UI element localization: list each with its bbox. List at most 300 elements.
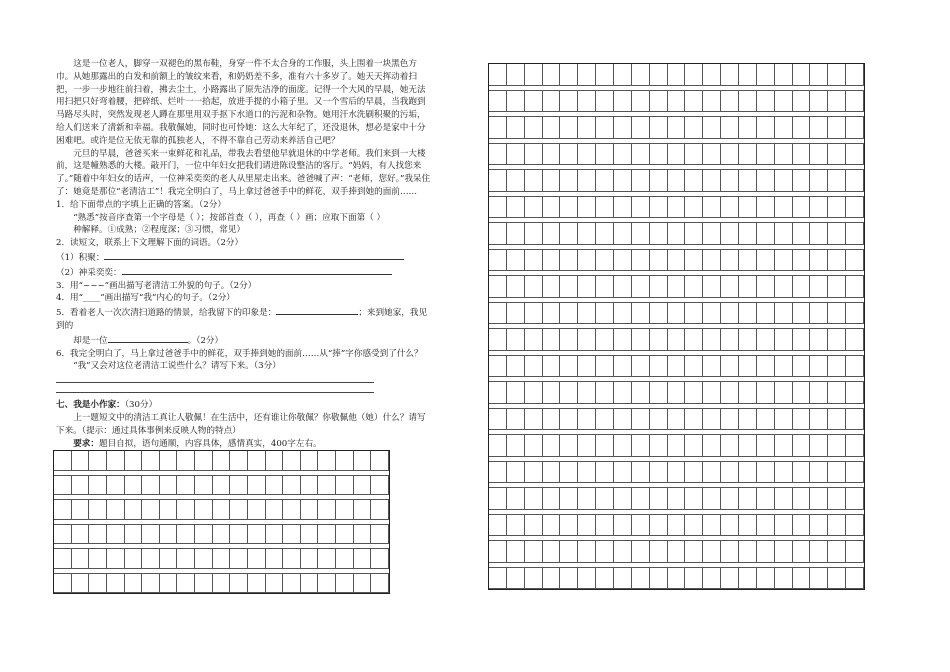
answer-line[interactable] [108, 333, 188, 343]
grid-cell[interactable] [142, 500, 160, 520]
grid-cell[interactable] [72, 500, 90, 520]
grid-cell[interactable] [230, 476, 248, 496]
grid-cell[interactable] [757, 488, 775, 510]
grid-cell[interactable] [793, 488, 811, 510]
grid-cell[interactable] [685, 515, 703, 537]
grid-cell[interactable] [560, 117, 578, 139]
grid-cell[interactable] [650, 223, 668, 245]
grid-cell[interactable] [721, 197, 739, 219]
grid-cell[interactable] [560, 329, 578, 351]
grid-cell[interactable] [757, 382, 775, 404]
grid-cell[interactable] [543, 144, 561, 166]
grid-cell[interactable] [195, 451, 213, 471]
grid-cell[interactable] [810, 250, 828, 272]
grid-cell[interactable] [828, 91, 846, 113]
grid-cell[interactable] [525, 276, 543, 298]
grid-cell[interactable] [525, 568, 543, 590]
grid-cell[interactable] [230, 525, 248, 545]
grid-cell[interactable] [543, 223, 561, 245]
grid-cell[interactable] [846, 435, 864, 457]
grid-cell[interactable] [721, 64, 739, 86]
grid-cell[interactable] [125, 549, 143, 569]
grid-cell[interactable] [596, 488, 614, 510]
grid-cell[interactable] [614, 435, 632, 457]
grid-cell[interactable] [230, 451, 248, 471]
grid-cell[interactable] [525, 91, 543, 113]
grid-cell[interactable] [632, 488, 650, 510]
grid-cell[interactable] [668, 409, 686, 431]
grid-cell[interactable] [560, 409, 578, 431]
grid-cell[interactable] [596, 409, 614, 431]
grid-cell[interactable] [793, 64, 811, 86]
grid-cell[interactable] [195, 525, 213, 545]
grid-cell[interactable] [266, 549, 284, 569]
grid-cell[interactable] [685, 303, 703, 325]
grid-cell[interactable] [89, 574, 107, 594]
grid-cell[interactable] [757, 329, 775, 351]
grid-cell[interactable] [248, 574, 266, 594]
grid-cell[interactable] [596, 91, 614, 113]
grid-cell[interactable] [248, 476, 266, 496]
grid-cell[interactable] [739, 197, 757, 219]
grid-cell[interactable] [739, 435, 757, 457]
grid-cell[interactable] [596, 303, 614, 325]
grid-cell[interactable] [489, 91, 507, 113]
grid-cell[interactable] [721, 170, 739, 192]
grid-cell[interactable] [793, 382, 811, 404]
grid-cell[interactable] [828, 117, 846, 139]
grid-cell[interactable] [632, 462, 650, 484]
grid-cell[interactable] [775, 356, 793, 378]
grid-cell[interactable] [614, 223, 632, 245]
grid-cell[interactable] [89, 549, 107, 569]
grid-cell[interactable] [614, 541, 632, 563]
grid-cell[interactable] [525, 197, 543, 219]
grid-cell[interactable] [614, 276, 632, 298]
grid-cell[interactable] [371, 500, 389, 520]
grid-cell[interactable] [846, 568, 864, 590]
grid-cell[interactable] [371, 549, 389, 569]
grid-cell[interactable] [668, 488, 686, 510]
grid-cell[interactable] [72, 451, 90, 471]
grid-cell[interactable] [560, 144, 578, 166]
grid-cell[interactable] [177, 574, 195, 594]
grid-cell[interactable] [739, 568, 757, 590]
grid-cell[interactable] [560, 91, 578, 113]
grid-cell[interactable] [810, 568, 828, 590]
grid-cell[interactable] [578, 488, 596, 510]
grid-cell[interactable] [489, 462, 507, 484]
grid-cell[interactable] [846, 462, 864, 484]
grid-cell[interactable] [775, 117, 793, 139]
grid-cell[interactable] [703, 356, 721, 378]
grid-cell[interactable] [596, 356, 614, 378]
grid-cell[interactable] [650, 488, 668, 510]
grid-cell[interactable] [507, 91, 525, 113]
grid-cell[interactable] [614, 382, 632, 404]
grid-cell[interactable] [507, 144, 525, 166]
grid-cell[interactable] [739, 382, 757, 404]
grid-cell[interactable] [543, 568, 561, 590]
grid-cell[interactable] [739, 250, 757, 272]
grid-cell[interactable] [703, 303, 721, 325]
grid-cell[interactable] [793, 117, 811, 139]
grid-cell[interactable] [371, 476, 389, 496]
grid-cell[interactable] [525, 144, 543, 166]
composition-grid-right[interactable] [488, 63, 865, 590]
grid-cell[interactable] [54, 500, 72, 520]
grid-cell[interactable] [560, 515, 578, 537]
grid-cell[interactable] [614, 91, 632, 113]
grid-cell[interactable] [596, 462, 614, 484]
grid-cell[interactable] [596, 329, 614, 351]
grid-cell[interactable] [775, 223, 793, 245]
grid-cell[interactable] [195, 476, 213, 496]
grid-cell[interactable] [354, 525, 372, 545]
grid-cell[interactable] [125, 525, 143, 545]
grid-cell[interactable] [632, 117, 650, 139]
grid-cell[interactable] [560, 276, 578, 298]
grid-cell[interactable] [578, 64, 596, 86]
grid-cell[interactable] [810, 91, 828, 113]
answer-line[interactable] [104, 250, 404, 260]
grid-cell[interactable] [846, 276, 864, 298]
grid-cell[interactable] [125, 574, 143, 594]
grid-cell[interactable] [560, 435, 578, 457]
grid-cell[interactable] [336, 574, 354, 594]
grid-cell[interactable] [757, 515, 775, 537]
grid-cell[interactable] [578, 197, 596, 219]
grid-cell[interactable] [301, 549, 319, 569]
grid-cell[interactable] [248, 451, 266, 471]
grid-cell[interactable] [846, 64, 864, 86]
grid-cell[interactable] [578, 356, 596, 378]
grid-cell[interactable] [89, 451, 107, 471]
grid-cell[interactable] [685, 329, 703, 351]
grid-cell[interactable] [614, 515, 632, 537]
grid-cell[interactable] [354, 476, 372, 496]
grid-cell[interactable] [810, 64, 828, 86]
grid-cell[interactable] [685, 409, 703, 431]
grid-cell[interactable] [160, 549, 178, 569]
grid-cell[interactable] [739, 329, 757, 351]
grid-cell[interactable] [668, 356, 686, 378]
grid-cell[interactable] [650, 329, 668, 351]
grid-cell[interactable] [543, 197, 561, 219]
grid-cell[interactable] [721, 223, 739, 245]
grid-cell[interactable] [507, 515, 525, 537]
grid-cell[interactable] [703, 144, 721, 166]
grid-cell[interactable] [489, 303, 507, 325]
grid-cell[interactable] [354, 500, 372, 520]
grid-cell[interactable] [543, 515, 561, 537]
grid-cell[interactable] [650, 170, 668, 192]
grid-cell[interactable] [614, 117, 632, 139]
grid-cell[interactable] [596, 568, 614, 590]
grid-cell[interactable] [596, 117, 614, 139]
grid-cell[interactable] [560, 170, 578, 192]
grid-cell[interactable] [507, 541, 525, 563]
grid-cell[interactable] [177, 500, 195, 520]
grid-cell[interactable] [721, 515, 739, 537]
grid-cell[interactable] [775, 382, 793, 404]
grid-cell[interactable] [354, 451, 372, 471]
grid-cell[interactable] [578, 382, 596, 404]
grid-cell[interactable] [775, 250, 793, 272]
grid-cell[interactable] [775, 170, 793, 192]
grid-cell[interactable] [177, 549, 195, 569]
grid-cell[interactable] [810, 197, 828, 219]
grid-cell[interactable] [632, 541, 650, 563]
grid-cell[interactable] [703, 382, 721, 404]
grid-cell[interactable] [230, 500, 248, 520]
grid-cell[interactable] [810, 276, 828, 298]
grid-cell[interactable] [721, 541, 739, 563]
grid-cell[interactable] [596, 276, 614, 298]
grid-cell[interactable] [543, 488, 561, 510]
grid-cell[interactable] [354, 549, 372, 569]
grid-cell[interactable] [846, 223, 864, 245]
grid-cell[interactable] [846, 329, 864, 351]
grid-cell[interactable] [828, 515, 846, 537]
grid-cell[interactable] [721, 488, 739, 510]
grid-cell[interactable] [318, 451, 336, 471]
grid-cell[interactable] [846, 170, 864, 192]
grid-cell[interactable] [489, 568, 507, 590]
grid-cell[interactable] [525, 117, 543, 139]
grid-cell[interactable] [703, 435, 721, 457]
grid-cell[interactable] [739, 91, 757, 113]
grid-cell[interactable] [160, 500, 178, 520]
grid-cell[interactable] [810, 329, 828, 351]
grid-cell[interactable] [721, 356, 739, 378]
grid-cell[interactable] [703, 170, 721, 192]
grid-cell[interactable] [230, 549, 248, 569]
grid-cell[interactable] [650, 382, 668, 404]
grid-cell[interactable] [757, 462, 775, 484]
grid-cell[interactable] [578, 303, 596, 325]
grid-cell[interactable] [578, 223, 596, 245]
grid-cell[interactable] [489, 435, 507, 457]
grid-cell[interactable] [668, 144, 686, 166]
grid-cell[interactable] [650, 435, 668, 457]
grid-cell[interactable] [775, 197, 793, 219]
grid-cell[interactable] [266, 476, 284, 496]
grid-cell[interactable] [525, 382, 543, 404]
grid-cell[interactable] [828, 223, 846, 245]
grid-cell[interactable] [703, 568, 721, 590]
grid-cell[interactable] [685, 276, 703, 298]
grid-cell[interactable] [543, 91, 561, 113]
grid-cell[interactable] [107, 549, 125, 569]
grid-cell[interactable] [89, 476, 107, 496]
grid-cell[interactable] [142, 574, 160, 594]
grid-cell[interactable] [703, 541, 721, 563]
grid-cell[interactable] [489, 144, 507, 166]
grid-cell[interactable] [668, 382, 686, 404]
grid-cell[interactable] [336, 451, 354, 471]
grid-cell[interactable] [739, 170, 757, 192]
grid-cell[interactable] [757, 170, 775, 192]
grid-cell[interactable] [775, 276, 793, 298]
answer-line[interactable] [122, 265, 392, 275]
grid-cell[interactable] [596, 541, 614, 563]
grid-cell[interactable] [336, 500, 354, 520]
grid-cell[interactable] [668, 541, 686, 563]
grid-cell[interactable] [703, 250, 721, 272]
grid-cell[interactable] [248, 525, 266, 545]
grid-cell[interactable] [828, 276, 846, 298]
grid-cell[interactable] [739, 303, 757, 325]
grid-cell[interactable] [828, 462, 846, 484]
grid-cell[interactable] [578, 144, 596, 166]
grid-cell[interactable] [685, 541, 703, 563]
grid-cell[interactable] [525, 250, 543, 272]
grid-cell[interactable] [578, 329, 596, 351]
grid-cell[interactable] [578, 515, 596, 537]
grid-cell[interactable] [668, 515, 686, 537]
grid-cell[interactable] [775, 568, 793, 590]
grid-cell[interactable] [775, 488, 793, 510]
grid-cell[interactable] [54, 549, 72, 569]
grid-cell[interactable] [739, 64, 757, 86]
grid-cell[interactable] [614, 170, 632, 192]
grid-cell[interactable] [107, 451, 125, 471]
grid-cell[interactable] [560, 250, 578, 272]
grid-cell[interactable] [810, 409, 828, 431]
grid-cell[interactable] [650, 117, 668, 139]
grid-cell[interactable] [301, 525, 319, 545]
grid-cell[interactable] [177, 451, 195, 471]
grid-cell[interactable] [828, 568, 846, 590]
grid-cell[interactable] [793, 541, 811, 563]
grid-cell[interactable] [775, 462, 793, 484]
grid-cell[interactable] [125, 476, 143, 496]
grid-cell[interactable] [757, 144, 775, 166]
grid-cell[interactable] [757, 435, 775, 457]
grid-cell[interactable] [578, 568, 596, 590]
grid-cell[interactable] [650, 276, 668, 298]
grid-cell[interactable] [543, 303, 561, 325]
grid-cell[interactable] [668, 223, 686, 245]
grid-cell[interactable] [283, 574, 301, 594]
grid-cell[interactable] [721, 117, 739, 139]
grid-cell[interactable] [846, 303, 864, 325]
grid-cell[interactable] [632, 144, 650, 166]
grid-cell[interactable] [650, 303, 668, 325]
grid-cell[interactable] [507, 329, 525, 351]
grid-cell[interactable] [685, 117, 703, 139]
grid-cell[interactable] [507, 568, 525, 590]
grid-cell[interactable] [793, 462, 811, 484]
grid-cell[interactable] [846, 541, 864, 563]
grid-cell[interactable] [489, 276, 507, 298]
grid-cell[interactable] [632, 250, 650, 272]
grid-cell[interactable] [525, 64, 543, 86]
grid-cell[interactable] [721, 144, 739, 166]
grid-cell[interactable] [543, 462, 561, 484]
grid-cell[interactable] [810, 435, 828, 457]
grid-cell[interactable] [614, 144, 632, 166]
grid-cell[interactable] [489, 356, 507, 378]
grid-cell[interactable] [739, 462, 757, 484]
grid-cell[interactable] [213, 525, 231, 545]
grid-cell[interactable] [757, 117, 775, 139]
grid-cell[interactable] [283, 476, 301, 496]
grid-cell[interactable] [507, 64, 525, 86]
grid-cell[interactable] [632, 197, 650, 219]
grid-cell[interactable] [596, 64, 614, 86]
grid-cell[interactable] [632, 170, 650, 192]
grid-cell[interactable] [125, 500, 143, 520]
grid-cell[interactable] [213, 451, 231, 471]
grid-cell[interactable] [739, 515, 757, 537]
grid-cell[interactable] [543, 409, 561, 431]
grid-cell[interactable] [650, 356, 668, 378]
grid-cell[interactable] [793, 144, 811, 166]
grid-cell[interactable] [810, 515, 828, 537]
grid-cell[interactable] [160, 574, 178, 594]
grid-cell[interactable] [650, 91, 668, 113]
grid-cell[interactable] [685, 197, 703, 219]
grid-cell[interactable] [543, 64, 561, 86]
grid-cell[interactable] [371, 451, 389, 471]
grid-cell[interactable] [543, 276, 561, 298]
grid-cell[interactable] [775, 515, 793, 537]
grid-cell[interactable] [489, 409, 507, 431]
grid-cell[interactable] [793, 303, 811, 325]
grid-cell[interactable] [614, 329, 632, 351]
grid-cell[interactable] [685, 250, 703, 272]
grid-cell[interactable] [757, 250, 775, 272]
grid-cell[interactable] [177, 476, 195, 496]
grid-cell[interactable] [828, 541, 846, 563]
grid-cell[interactable] [72, 574, 90, 594]
grid-cell[interactable] [810, 356, 828, 378]
grid-cell[interactable] [489, 541, 507, 563]
grid-cell[interactable] [757, 568, 775, 590]
grid-cell[interactable] [775, 144, 793, 166]
grid-cell[interactable] [507, 197, 525, 219]
grid-cell[interactable] [318, 525, 336, 545]
grid-cell[interactable] [371, 525, 389, 545]
grid-cell[interactable] [793, 409, 811, 431]
grid-cell[interactable] [757, 303, 775, 325]
grid-cell[interactable] [489, 170, 507, 192]
grid-cell[interactable] [632, 223, 650, 245]
grid-cell[interactable] [775, 303, 793, 325]
grid-cell[interactable] [560, 541, 578, 563]
grid-cell[interactable] [685, 170, 703, 192]
grid-cell[interactable] [230, 574, 248, 594]
composition-grid-left[interactable] [53, 450, 390, 594]
grid-cell[interactable] [142, 549, 160, 569]
grid-cell[interactable] [721, 435, 739, 457]
grid-cell[interactable] [283, 525, 301, 545]
grid-cell[interactable] [489, 488, 507, 510]
grid-cell[interactable] [142, 476, 160, 496]
grid-cell[interactable] [560, 488, 578, 510]
grid-cell[interactable] [525, 462, 543, 484]
grid-cell[interactable] [578, 435, 596, 457]
grid-cell[interactable] [489, 250, 507, 272]
grid-cell[interactable] [507, 435, 525, 457]
grid-cell[interactable] [739, 356, 757, 378]
grid-cell[interactable] [489, 223, 507, 245]
grid-cell[interactable] [578, 409, 596, 431]
answer-line[interactable] [56, 383, 374, 393]
grid-cell[interactable] [301, 500, 319, 520]
